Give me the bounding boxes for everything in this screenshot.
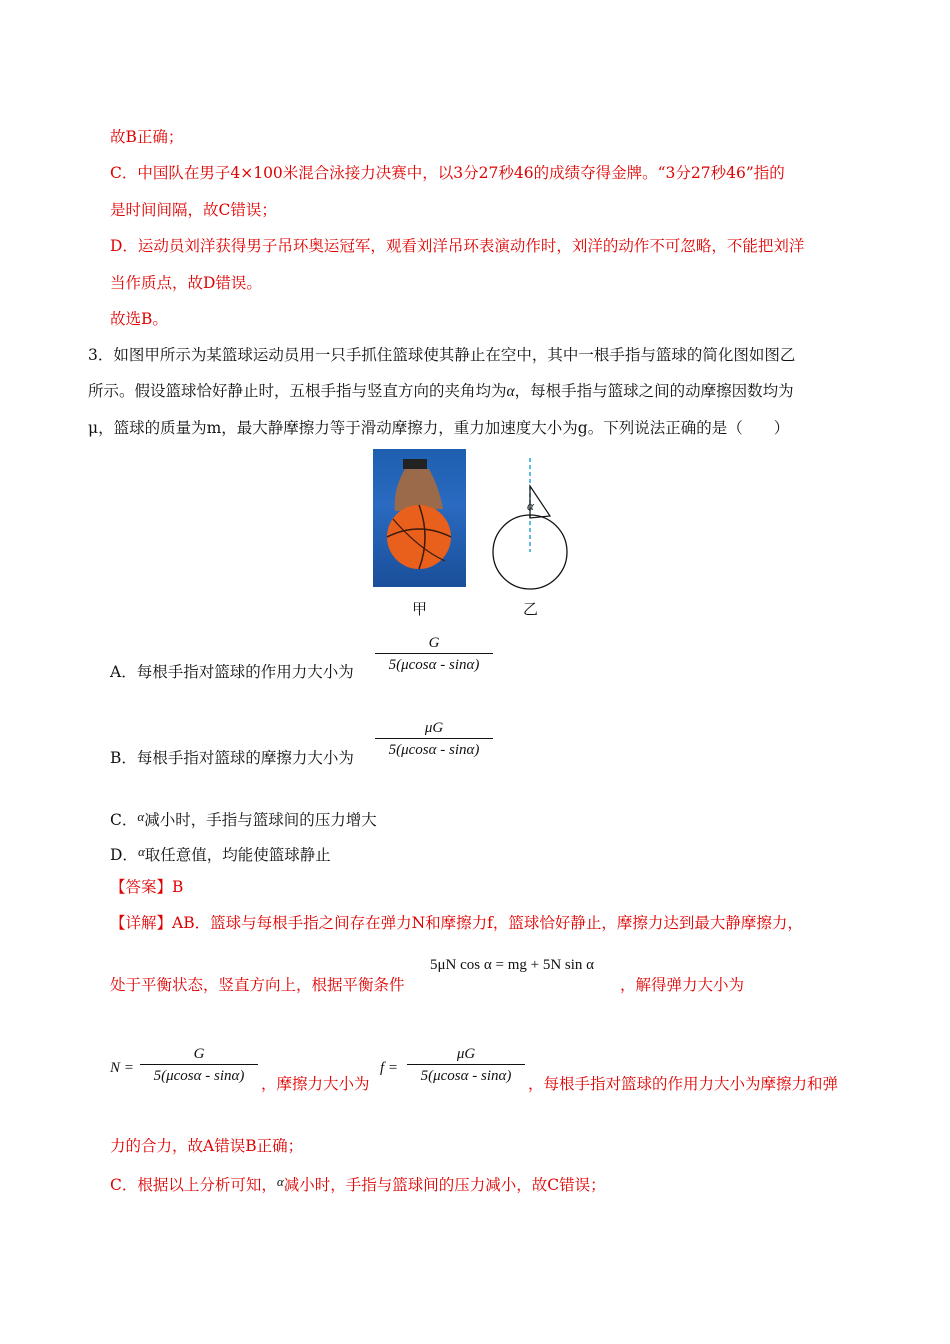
answer: 【答案】B xyxy=(110,878,184,896)
fraction-n: G 5(μcosα - sinα) xyxy=(140,1044,258,1087)
caption-jia: 甲 xyxy=(412,600,428,618)
text-line-1: 故B正确； xyxy=(110,128,184,146)
text-line-6: 故选B。 xyxy=(110,310,168,328)
option-a: A．每根手指对篮球的作用力大小为 xyxy=(110,663,354,681)
option-b: B．每根手指对篮球的摩擦力大小为 xyxy=(110,749,354,767)
angle-label: α xyxy=(527,498,534,513)
option-c: C．$^\alpha$减小时，手指与篮球间的压力增大 xyxy=(110,809,377,829)
question-line-2: 所示。假设篮球恰好静止时，五根手指与竖直方向的夹角均为α，每根手指与篮球之间的动摩擦因数均为 xyxy=(88,382,794,400)
basketball-photo xyxy=(373,449,466,587)
detail-line-3a: ，摩擦力大小为 xyxy=(261,1075,370,1093)
detail-line-4: 力的合力，故A错误B正确； xyxy=(110,1137,304,1155)
detail-line-5: C．根据以上分析可知，$^\alpha$减小时，手指与篮球间的压力减小，故C错误； xyxy=(110,1174,606,1194)
detail-line-2a: 处于平衡状态，竖直方向上，根据平衡条件 xyxy=(110,976,405,994)
detail-line-3b: ，每根手指对篮球的作用力大小为摩擦力和弹 xyxy=(528,1075,839,1093)
text-line-3: 是时间间隔，故C错误； xyxy=(110,201,277,219)
text-line-2: C．中国队在男子4×100米混合泳接力决赛中，以3分27秒46的成绩夺得金牌。“3分27秒46”指的 xyxy=(110,164,785,182)
fraction-f: μG 5(μcosα - sinα) xyxy=(407,1044,525,1087)
detail-line-1: 【详解】AB．篮球与每根手指之间存在弹力N和摩擦力f，篮球恰好静止，摩擦力达到最大静摩擦力， xyxy=(110,914,803,932)
n-equals: N = xyxy=(110,1060,134,1076)
fraction-option-b: μG 5(μcosα - sinα) xyxy=(375,718,493,761)
text-line-4: D．运动员刘洋获得男子吊环奥运冠军，观看刘洋吊环表演动作时，刘洋的动作不可忽略，不能把刘洋 xyxy=(110,237,805,255)
question-line-1: 3．如图甲所示为某篮球运动员用一只手抓住篮球使其静止在空中，其中一根手指与篮球的简化图如图乙 xyxy=(88,346,796,364)
caption-yi: 乙 xyxy=(523,600,539,618)
question-line-3: μ，篮球的质量为m，最大静摩擦力等于滑动摩擦力，重力加速度大小为g。下列说法正确的是（ ） xyxy=(88,419,790,437)
f-equals: f = xyxy=(380,1060,399,1076)
detail-line-2b: ，解得弹力大小为 xyxy=(620,976,745,994)
balance-equation: 5μN cos α = mg + 5N sin α xyxy=(430,957,595,973)
finger-diagram xyxy=(488,456,578,590)
fraction-option-a: G 5(μcosα - sinα) xyxy=(375,633,493,676)
text-line-5: 当作质点，故D错误。 xyxy=(110,274,262,292)
option-d: D．$^\alpha$取任意值，均能使篮球静止 xyxy=(110,844,331,864)
